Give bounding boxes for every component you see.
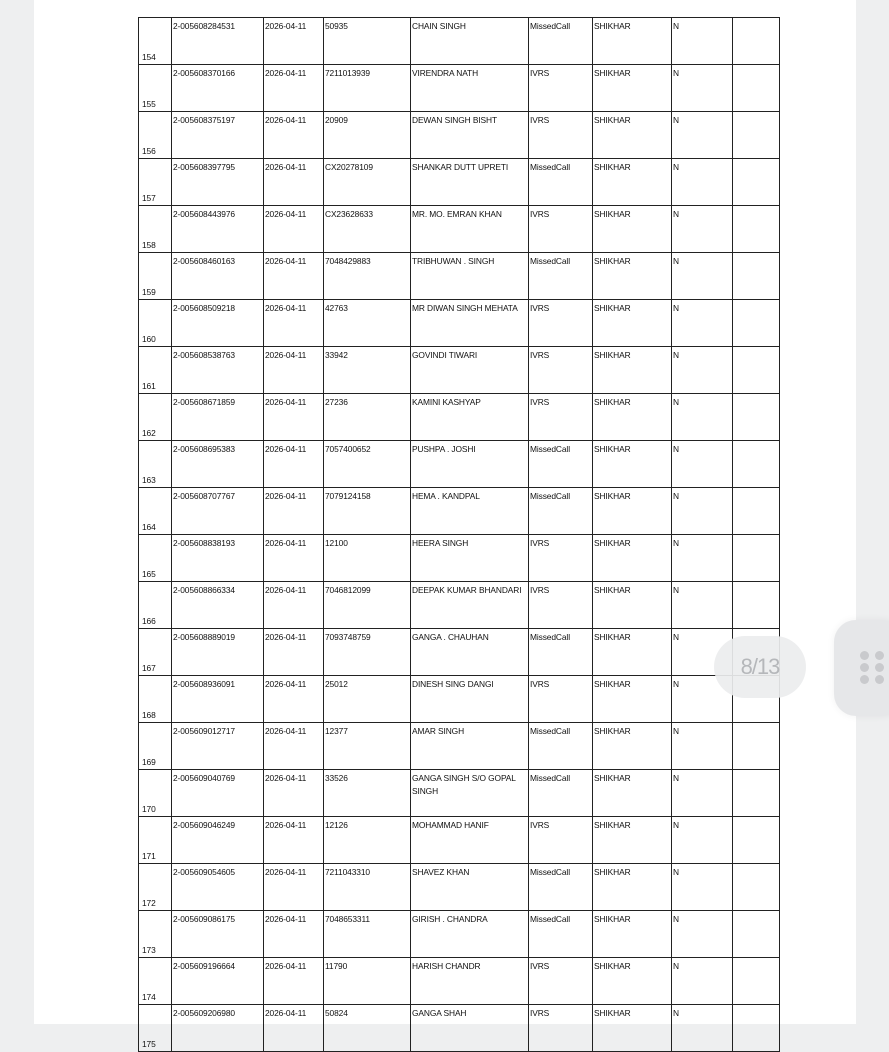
row-number: 164 [139, 488, 172, 535]
area-name: SHIKHAR [593, 18, 672, 65]
customer-name: SHAVEZ KHAN [411, 864, 529, 911]
request-date: 2026-04-11 [264, 300, 324, 347]
request-id: 2-005609086175 [172, 911, 264, 958]
reference-number: 7093748759 [324, 629, 411, 676]
area-name: SHIKHAR [593, 676, 672, 723]
table-row [139, 206, 780, 253]
table-row [139, 65, 780, 112]
status-flag: N [672, 441, 733, 488]
row-number: 172 [139, 864, 172, 911]
row-number: 163 [139, 441, 172, 488]
customer-name: VIRENDRA NATH [411, 65, 529, 112]
row-number: 167 [139, 629, 172, 676]
customer-name: GANGA . CHAUHAN [411, 629, 529, 676]
remarks-cell [733, 159, 780, 206]
request-mode: IVRS [529, 65, 593, 112]
request-mode: IVRS [529, 347, 593, 394]
request-mode: IVRS [529, 1005, 593, 1052]
request-id: 2-005609040769 [172, 770, 264, 817]
row-number: 159 [139, 253, 172, 300]
customer-name: MOHAMMAD HANIF [411, 817, 529, 864]
customer-name: HEMA . KANDPAL [411, 488, 529, 535]
request-id: 2-005609196664 [172, 958, 264, 1005]
request-id: 2-005608509218 [172, 300, 264, 347]
customer-name: KAMINI KASHYAP [411, 394, 529, 441]
request-id: 2-005608370166 [172, 65, 264, 112]
reference-number: 42763 [324, 300, 411, 347]
row-number: 175 [139, 1005, 172, 1052]
area-name: SHIKHAR [593, 112, 672, 159]
area-name: SHIKHAR [593, 347, 672, 394]
area-name: SHIKHAR [593, 535, 672, 582]
remarks-cell [733, 770, 780, 817]
customer-name: GOVINDI TIWARI [411, 347, 529, 394]
reference-number: CX23628633 [324, 206, 411, 253]
status-flag: N [672, 488, 733, 535]
remarks-cell [733, 958, 780, 1005]
reference-number: 33526 [324, 770, 411, 817]
remarks-cell [733, 441, 780, 488]
table-body [139, 18, 780, 1052]
request-id: 2-005608889019 [172, 629, 264, 676]
customer-name: DEWAN SINGH BISHT [411, 112, 529, 159]
remarks-cell [733, 394, 780, 441]
reference-number: 12377 [324, 723, 411, 770]
table-row [139, 159, 780, 206]
reference-number: 27236 [324, 394, 411, 441]
customer-name: PUSHPA . JOSHI [411, 441, 529, 488]
row-number: 169 [139, 723, 172, 770]
table-row [139, 18, 780, 65]
status-flag: N [672, 300, 733, 347]
request-mode: MissedCall [529, 488, 593, 535]
request-id: 2-005609046249 [172, 817, 264, 864]
area-name: SHIKHAR [593, 159, 672, 206]
request-date: 2026-04-11 [264, 535, 324, 582]
page-indicator: 8/13 [714, 636, 806, 698]
customer-name: AMAR SINGH [411, 723, 529, 770]
request-date: 2026-04-11 [264, 1005, 324, 1052]
table-row [139, 488, 780, 535]
area-name: SHIKHAR [593, 300, 672, 347]
request-mode: IVRS [529, 582, 593, 629]
customer-name: HARISH CHANDR [411, 958, 529, 1005]
request-mode: IVRS [529, 206, 593, 253]
table-row [139, 770, 780, 817]
request-id: 2-005608397795 [172, 159, 264, 206]
table-row [139, 300, 780, 347]
row-number: 161 [139, 347, 172, 394]
request-date: 2026-04-11 [264, 18, 324, 65]
table-row [139, 394, 780, 441]
area-name: SHIKHAR [593, 394, 672, 441]
remarks-cell [733, 300, 780, 347]
request-mode: MissedCall [529, 18, 593, 65]
status-flag: N [672, 817, 733, 864]
reference-number: 7211043310 [324, 864, 411, 911]
request-mode: IVRS [529, 676, 593, 723]
reference-number: 33942 [324, 347, 411, 394]
table-row [139, 629, 780, 676]
remarks-cell [733, 864, 780, 911]
reference-number: 7046812099 [324, 582, 411, 629]
request-mode: MissedCall [529, 911, 593, 958]
request-date: 2026-04-11 [264, 159, 324, 206]
request-date: 2026-04-11 [264, 394, 324, 441]
customer-name: GANGA SINGH S/O GOPAL SINGH [411, 770, 529, 817]
reference-number: 7079124158 [324, 488, 411, 535]
request-date: 2026-04-11 [264, 864, 324, 911]
remarks-cell [733, 347, 780, 394]
request-id: 2-005608936091 [172, 676, 264, 723]
table-row [139, 347, 780, 394]
table-row [139, 864, 780, 911]
row-number: 155 [139, 65, 172, 112]
request-mode: MissedCall [529, 629, 593, 676]
row-number: 171 [139, 817, 172, 864]
request-mode: MissedCall [529, 770, 593, 817]
reference-number: CX20278109 [324, 159, 411, 206]
table-row [139, 1005, 780, 1052]
request-mode: MissedCall [529, 441, 593, 488]
request-id: 2-005609012717 [172, 723, 264, 770]
request-id: 2-005608695383 [172, 441, 264, 488]
remarks-cell [733, 911, 780, 958]
customer-name: MR DIWAN SINGH MEHATA [411, 300, 529, 347]
request-mode: IVRS [529, 394, 593, 441]
customer-name: GANGA SHAH [411, 1005, 529, 1052]
area-name: SHIKHAR [593, 629, 672, 676]
status-flag: N [672, 629, 733, 676]
status-flag: N [672, 65, 733, 112]
table-row [139, 112, 780, 159]
status-flag: N [672, 394, 733, 441]
area-name: SHIKHAR [593, 864, 672, 911]
area-name: SHIKHAR [593, 770, 672, 817]
request-date: 2026-04-11 [264, 488, 324, 535]
request-mode: IVRS [529, 300, 593, 347]
reference-number: 25012 [324, 676, 411, 723]
remarks-cell [733, 1005, 780, 1052]
request-mode: IVRS [529, 958, 593, 1005]
row-number: 168 [139, 676, 172, 723]
row-number: 158 [139, 206, 172, 253]
grid-dots-icon[interactable] [860, 651, 886, 685]
status-flag: N [672, 206, 733, 253]
status-flag: N [672, 535, 733, 582]
status-flag: N [672, 911, 733, 958]
request-date: 2026-04-11 [264, 676, 324, 723]
status-flag: N [672, 770, 733, 817]
customer-name: TRIBHUWAN . SINGH [411, 253, 529, 300]
customer-name: HEERA SINGH [411, 535, 529, 582]
request-id: 2-005609206980 [172, 1005, 264, 1052]
reference-number: 12100 [324, 535, 411, 582]
area-name: SHIKHAR [593, 206, 672, 253]
records-table [138, 17, 780, 1052]
document-page [34, 0, 856, 1049]
row-number: 156 [139, 112, 172, 159]
reference-number: 7048429883 [324, 253, 411, 300]
remarks-cell [733, 112, 780, 159]
row-number: 162 [139, 394, 172, 441]
reference-number: 7048653311 [324, 911, 411, 958]
status-flag: N [672, 582, 733, 629]
status-flag: N [672, 958, 733, 1005]
reference-number: 12126 [324, 817, 411, 864]
request-id: 2-005608460163 [172, 253, 264, 300]
reference-number: 50935 [324, 18, 411, 65]
row-number: 160 [139, 300, 172, 347]
customer-name: CHAIN SINGH [411, 18, 529, 65]
reference-number: 7057400652 [324, 441, 411, 488]
status-flag: N [672, 864, 733, 911]
row-number: 154 [139, 18, 172, 65]
area-name: SHIKHAR [593, 723, 672, 770]
request-date: 2026-04-11 [264, 65, 324, 112]
request-id: 2-005608538763 [172, 347, 264, 394]
request-id: 2-005609054605 [172, 864, 264, 911]
customer-name: SHANKAR DUTT UPRETI [411, 159, 529, 206]
area-name: SHIKHAR [593, 582, 672, 629]
request-id: 2-005608375197 [172, 112, 264, 159]
request-id: 2-005608284531 [172, 18, 264, 65]
reference-number: 50824 [324, 1005, 411, 1052]
table-row [139, 676, 780, 723]
status-flag: N [672, 18, 733, 65]
area-name: SHIKHAR [593, 253, 672, 300]
area-name: SHIKHAR [593, 1005, 672, 1052]
reference-number: 20909 [324, 112, 411, 159]
request-mode: IVRS [529, 112, 593, 159]
status-flag: N [672, 723, 733, 770]
area-name: SHIKHAR [593, 911, 672, 958]
table-row [139, 535, 780, 582]
area-name: SHIKHAR [593, 958, 672, 1005]
request-id: 2-005608671859 [172, 394, 264, 441]
request-date: 2026-04-11 [264, 441, 324, 488]
request-id: 2-005608838193 [172, 535, 264, 582]
table-row [139, 723, 780, 770]
row-number: 174 [139, 958, 172, 1005]
table-row [139, 582, 780, 629]
customer-name: MR. MO. EMRAN KHAN [411, 206, 529, 253]
reference-number: 7211013939 [324, 65, 411, 112]
request-id: 2-005608443976 [172, 206, 264, 253]
area-name: SHIKHAR [593, 65, 672, 112]
request-date: 2026-04-11 [264, 911, 324, 958]
row-number: 157 [139, 159, 172, 206]
request-date: 2026-04-11 [264, 253, 324, 300]
status-flag: N [672, 676, 733, 723]
remarks-cell [733, 65, 780, 112]
remarks-cell [733, 723, 780, 770]
table-row [139, 817, 780, 864]
row-number: 165 [139, 535, 172, 582]
remarks-cell [733, 18, 780, 65]
request-date: 2026-04-11 [264, 347, 324, 394]
request-id: 2-005608707767 [172, 488, 264, 535]
area-name: SHIKHAR [593, 441, 672, 488]
request-mode: IVRS [529, 817, 593, 864]
remarks-cell [733, 817, 780, 864]
request-mode: MissedCall [529, 159, 593, 206]
request-mode: MissedCall [529, 253, 593, 300]
row-number: 166 [139, 582, 172, 629]
request-date: 2026-04-11 [264, 770, 324, 817]
remarks-cell [733, 582, 780, 629]
request-date: 2026-04-11 [264, 629, 324, 676]
remarks-cell [733, 253, 780, 300]
table-row [139, 441, 780, 488]
request-date: 2026-04-11 [264, 206, 324, 253]
area-name: SHIKHAR [593, 488, 672, 535]
table-row [139, 911, 780, 958]
customer-name: GIRISH . CHANDRA [411, 911, 529, 958]
area-name: SHIKHAR [593, 817, 672, 864]
customer-name: DEEPAK KUMAR BHANDARI [411, 582, 529, 629]
request-id: 2-005608866334 [172, 582, 264, 629]
request-date: 2026-04-11 [264, 958, 324, 1005]
request-date: 2026-04-11 [264, 112, 324, 159]
remarks-cell [733, 488, 780, 535]
request-date: 2026-04-11 [264, 817, 324, 864]
customer-name: DINESH SING DANGI [411, 676, 529, 723]
status-flag: N [672, 347, 733, 394]
status-flag: N [672, 159, 733, 206]
remarks-cell [733, 206, 780, 253]
remarks-cell [733, 535, 780, 582]
status-flag: N [672, 112, 733, 159]
request-mode: MissedCall [529, 864, 593, 911]
table-row [139, 958, 780, 1005]
request-date: 2026-04-11 [264, 723, 324, 770]
status-flag: N [672, 253, 733, 300]
row-number: 170 [139, 770, 172, 817]
reference-number: 11790 [324, 958, 411, 1005]
request-mode: MissedCall [529, 723, 593, 770]
row-number: 173 [139, 911, 172, 958]
status-flag: N [672, 1005, 733, 1052]
request-date: 2026-04-11 [264, 582, 324, 629]
table-row [139, 253, 780, 300]
request-mode: IVRS [529, 535, 593, 582]
